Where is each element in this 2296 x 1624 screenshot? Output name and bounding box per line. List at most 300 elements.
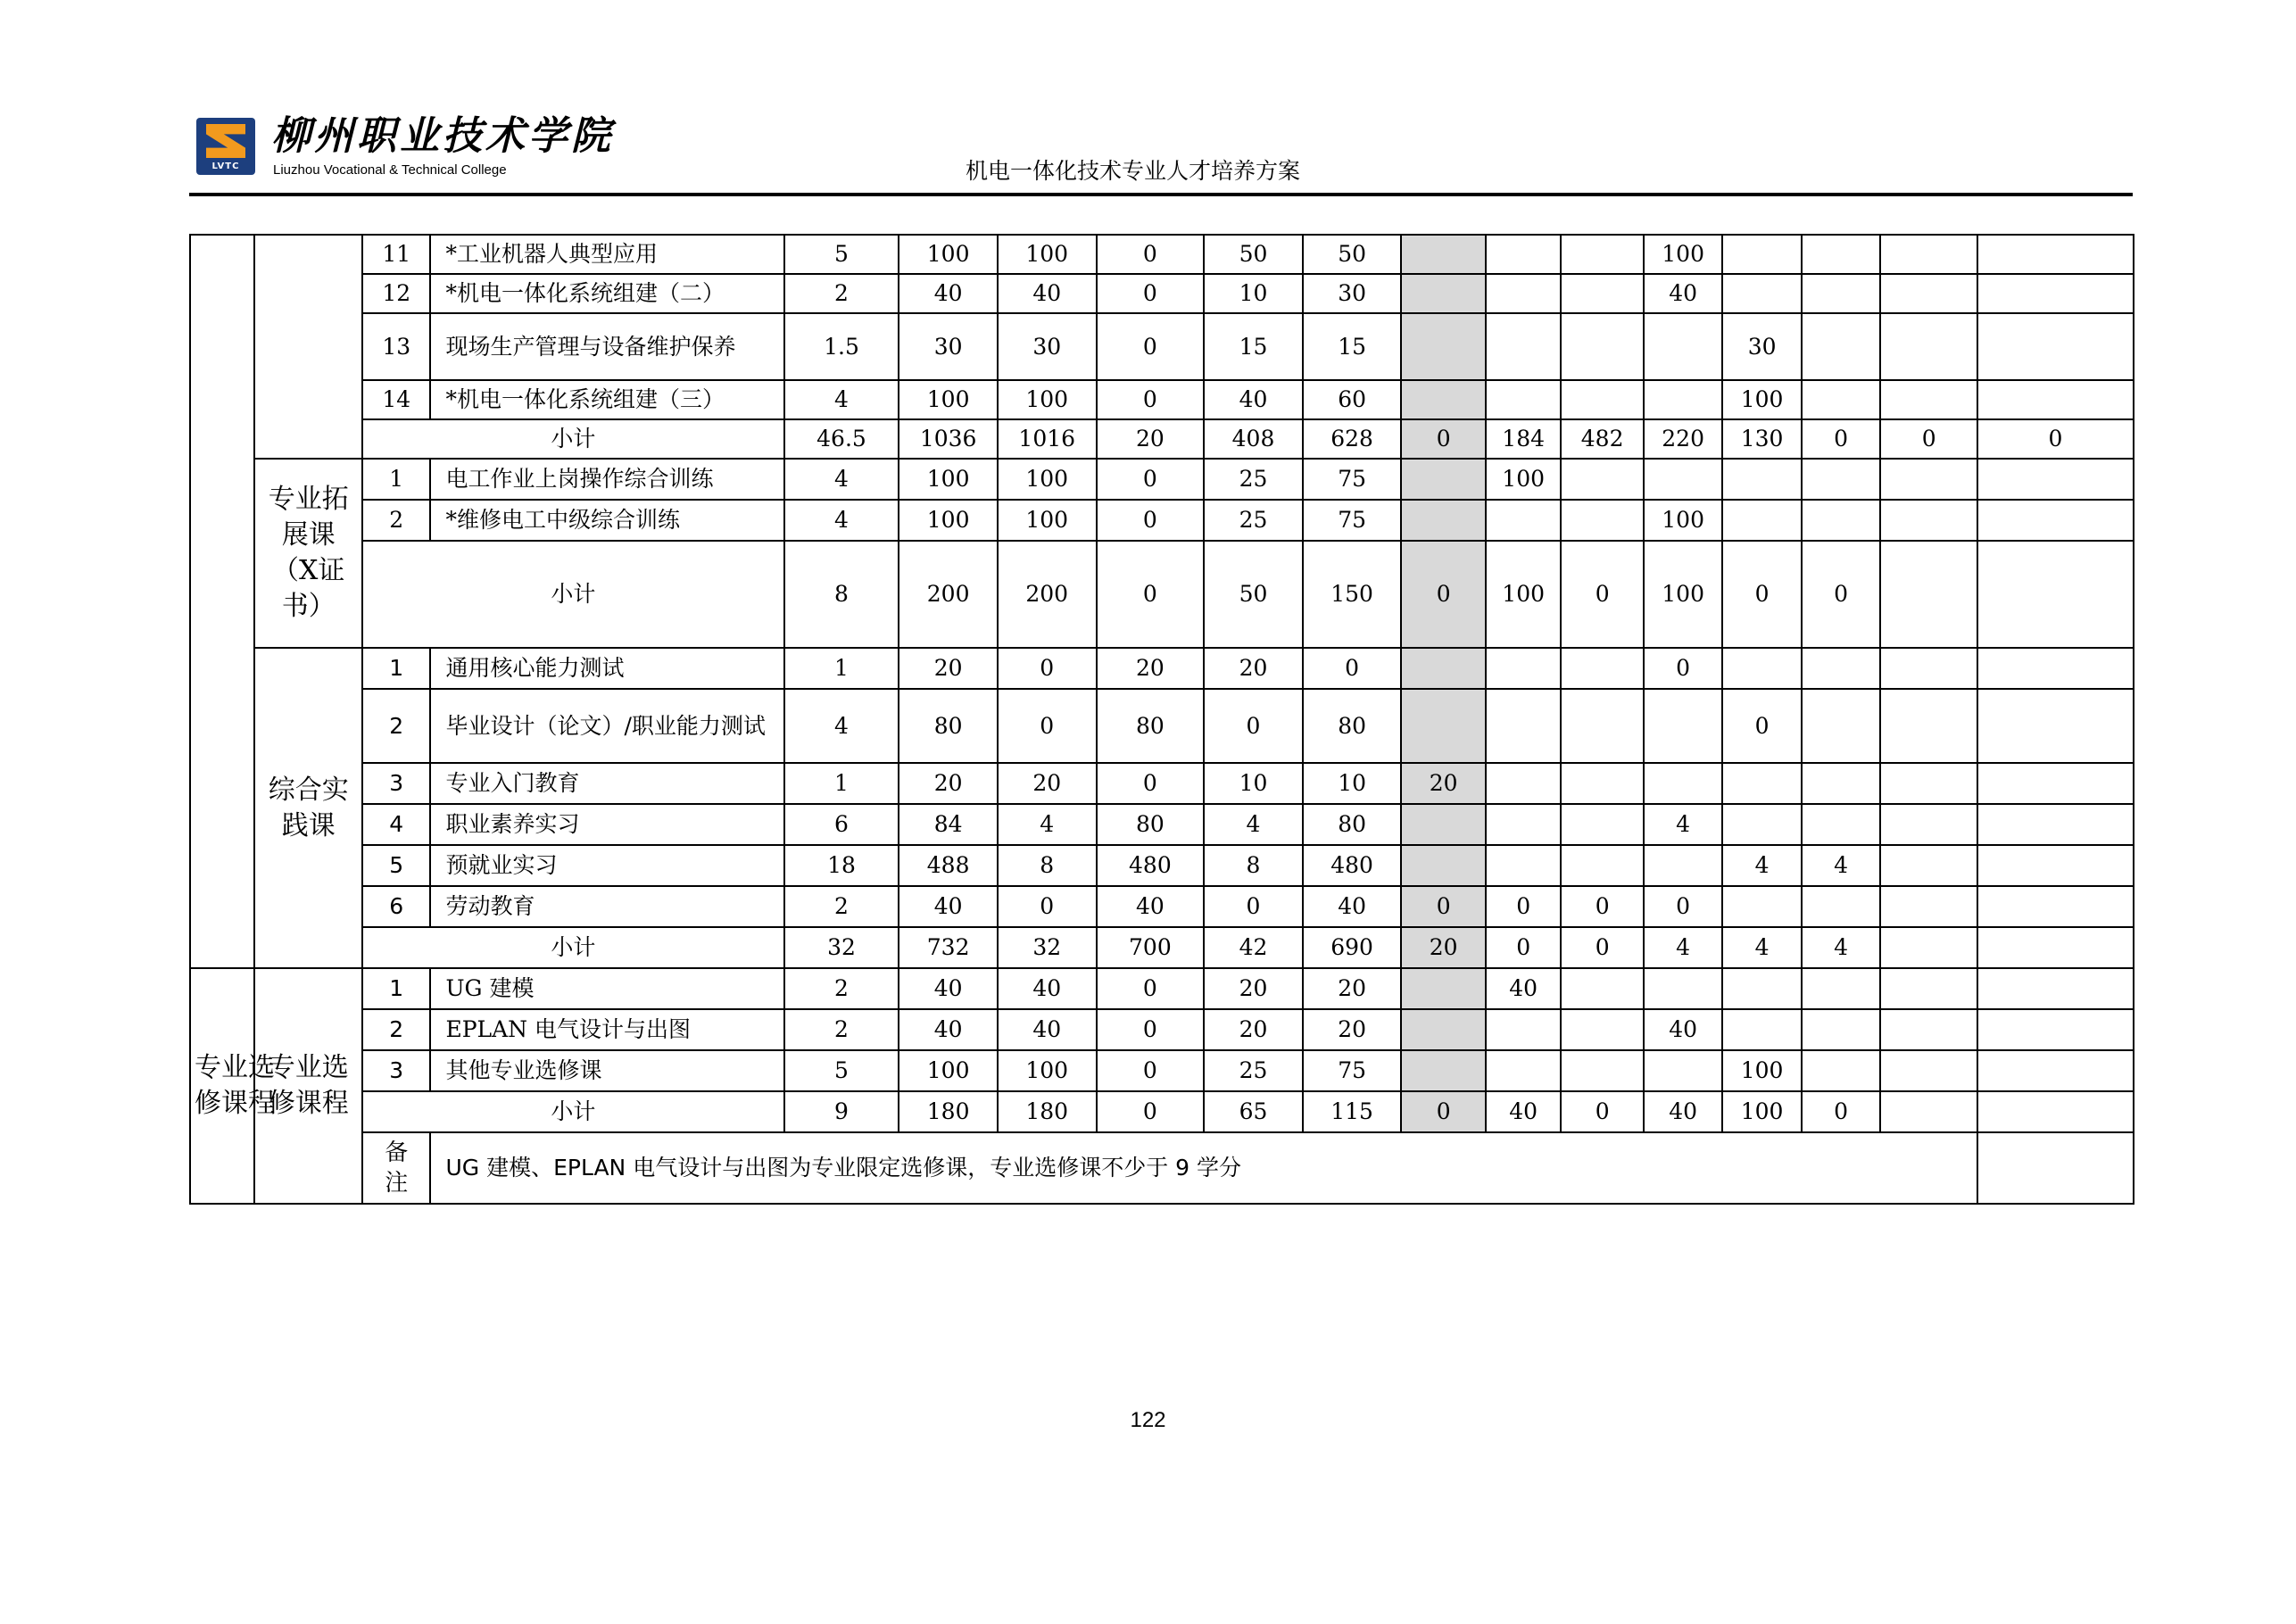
cell-s2: [1486, 1009, 1561, 1050]
course-number: 1: [362, 648, 430, 689]
cell-credits: 9: [784, 1091, 899, 1132]
cell-s5: [1722, 235, 1801, 274]
subtotal-label: 小计: [362, 1091, 784, 1132]
course-name: *机电一体化系统组建（二）: [430, 274, 783, 313]
cell-s6: 4: [1802, 927, 1880, 968]
cell-s5: [1722, 1009, 1801, 1050]
cell-s4: [1644, 968, 1722, 1009]
course-row: [190, 274, 2134, 313]
cell-s3: [1561, 648, 1644, 689]
elective-group-category-label: 专业选修课程: [195, 1052, 275, 1119]
cell-s1: [1401, 459, 1486, 500]
cell-a: 25: [1204, 500, 1303, 541]
cell-b: 20: [1303, 1009, 1402, 1050]
cell-credits: 8: [784, 541, 899, 648]
cell-theory: 100: [998, 459, 1097, 500]
cell-s6: [1802, 763, 1880, 804]
cell-b: 628: [1303, 419, 1402, 459]
cell-s7: [1880, 235, 1977, 274]
cell-b: 150: [1303, 541, 1402, 648]
cell-a: 15: [1204, 313, 1303, 380]
cell-practice: 0: [1097, 459, 1205, 500]
cell-s5: 100: [1722, 1050, 1801, 1091]
course-row: [190, 1009, 2134, 1050]
subtotal-label: 小计: [362, 419, 784, 459]
cell-s2: 100: [1486, 541, 1561, 648]
cell-s7: [1880, 1009, 1977, 1050]
cell-s6: 0: [1802, 541, 1880, 648]
cell-s6: 4: [1802, 845, 1880, 886]
cell-practice: 20: [1097, 419, 1205, 459]
cell-credits: 6: [784, 804, 899, 845]
cell-s4: [1644, 763, 1722, 804]
cell-s6: [1802, 459, 1880, 500]
cell-s5: [1722, 804, 1801, 845]
course-name: 其他专业选修课: [430, 1050, 783, 1091]
cell-s3: [1561, 235, 1644, 274]
cell-s7: [1880, 274, 1977, 313]
cell-theory: 4: [998, 804, 1097, 845]
course-name: 电工作业上岗操作综合训练: [430, 459, 783, 500]
course-row: [190, 689, 2134, 763]
course-number: 3: [362, 1050, 430, 1091]
cell-s4: [1644, 459, 1722, 500]
cell-s4: [1644, 845, 1722, 886]
cell-s4: [1644, 380, 1722, 419]
cell-practice: 0: [1097, 968, 1205, 1009]
cell-practice: 0: [1097, 274, 1205, 313]
cell-s7: [1880, 313, 1977, 380]
cell-s7: [1880, 1050, 1977, 1091]
cell-s8: [1977, 1091, 2134, 1132]
cell-s5: [1722, 648, 1801, 689]
cell-b: 10: [1303, 763, 1402, 804]
cell-theory: 0: [998, 689, 1097, 763]
cell-theory: 1016: [998, 419, 1097, 459]
cell-s4: 40: [1644, 274, 1722, 313]
cell-s8: [1977, 500, 2134, 541]
cell-a: 42: [1204, 927, 1303, 968]
cell-s3: [1561, 380, 1644, 419]
cell-total: 200: [899, 541, 998, 648]
cell-s7: [1880, 689, 1977, 763]
cell-s1: [1401, 274, 1486, 313]
cell-total: 488: [899, 845, 998, 886]
cell-s4: 100: [1644, 541, 1722, 648]
course-name: 现场生产管理与设备维护保养: [430, 313, 783, 380]
cell-practice: 80: [1097, 804, 1205, 845]
cell-theory: 180: [998, 1091, 1097, 1132]
cell-s6: [1802, 380, 1880, 419]
cell-s6: [1802, 689, 1880, 763]
course-name: *工业机器人典型应用: [430, 235, 783, 274]
cell-credits: 2: [784, 274, 899, 313]
cell-b: 15: [1303, 313, 1402, 380]
cell-s2: [1486, 235, 1561, 274]
document-title: 机电一体化技术专业人才培养方案: [966, 158, 1301, 184]
cell-s2: [1486, 274, 1561, 313]
extension-course-category-label: 专业拓展课（X证书）: [268, 484, 349, 622]
cell-s8: [1977, 886, 2134, 927]
cell-a: 10: [1204, 763, 1303, 804]
cell-s1: 0: [1401, 419, 1486, 459]
cell-a: 50: [1204, 541, 1303, 648]
course-name: 通用核心能力测试: [430, 648, 783, 689]
cell-s5: [1722, 500, 1801, 541]
cell-b: 0: [1303, 648, 1402, 689]
cell-a: 4: [1204, 804, 1303, 845]
cell-s6: [1802, 886, 1880, 927]
cell-total: 40: [899, 968, 998, 1009]
cell-s4: 4: [1644, 927, 1722, 968]
cell-a: 0: [1204, 886, 1303, 927]
cell-s8: [1977, 380, 2134, 419]
course-row: [190, 804, 2134, 845]
course-number: 4: [362, 804, 430, 845]
course-name: 职业素养实习: [430, 804, 783, 845]
course-name: 专业入门教育: [430, 763, 783, 804]
cell-total: 30: [899, 313, 998, 380]
cell-s8: [1977, 459, 2134, 500]
cell-practice: 20: [1097, 648, 1205, 689]
remark-label-cell: [362, 1132, 430, 1204]
cell-s6: [1802, 968, 1880, 1009]
cell-b: 115: [1303, 1091, 1402, 1132]
cell-total: 100: [899, 500, 998, 541]
cell-s1: [1401, 804, 1486, 845]
extension-course-category: [254, 459, 362, 648]
course-number: 1: [362, 968, 430, 1009]
cell-b: 75: [1303, 1050, 1402, 1091]
cell-s1: [1401, 1009, 1486, 1050]
cell-s1: [1401, 235, 1486, 274]
cell-s2: 40: [1486, 1091, 1561, 1132]
cell-theory: 40: [998, 968, 1097, 1009]
cell-theory: 30: [998, 313, 1097, 380]
cell-s8: [1977, 235, 2134, 274]
cell-s3: [1561, 500, 1644, 541]
cell-b: 80: [1303, 804, 1402, 845]
page-number: 122: [1130, 1408, 1166, 1432]
course-name: *机电一体化系统组建（三）: [430, 380, 783, 419]
cell-s4: 100: [1644, 235, 1722, 274]
cell-s3: [1561, 1050, 1644, 1091]
cell-s3: [1561, 1009, 1644, 1050]
cell-s8: [1977, 845, 2134, 886]
cell-s4: 0: [1644, 648, 1722, 689]
cell-s5: 4: [1722, 845, 1801, 886]
cell-a: 10: [1204, 274, 1303, 313]
cell-s1: 20: [1401, 763, 1486, 804]
cell-s8: [1977, 1009, 2134, 1050]
cell-theory: 100: [998, 500, 1097, 541]
elective-course-category: [254, 968, 362, 1204]
cell-s2: [1486, 804, 1561, 845]
remark-text: UG 建模、EPLAN 电气设计与出图为专业限定选修课，专业选修课不少于 9 学分: [430, 1132, 1977, 1204]
cell-total: 40: [899, 274, 998, 313]
cell-s8: [1977, 541, 2134, 648]
cell-credits: 32: [784, 927, 899, 968]
cell-practice: 0: [1097, 763, 1205, 804]
cell-s5: [1722, 886, 1801, 927]
course-row: [190, 886, 2134, 927]
cell-s3: [1561, 313, 1644, 380]
cell-practice: 40: [1097, 886, 1205, 927]
cell-credits: 2: [784, 1009, 899, 1050]
cell-s5: [1722, 459, 1801, 500]
cell-s5: 130: [1722, 419, 1801, 459]
cell-a: 20: [1204, 968, 1303, 1009]
cell-credits: 1.5: [784, 313, 899, 380]
cell-s2: [1486, 500, 1561, 541]
course-table: [189, 234, 2134, 1205]
cell-total: 40: [899, 886, 998, 927]
cell-total: 80: [899, 689, 998, 763]
cell-s4: [1644, 689, 1722, 763]
course-name: 毕业设计（论文）/职业能力测试: [430, 689, 783, 763]
cell-s3: 0: [1561, 886, 1644, 927]
cell-total: 100: [899, 380, 998, 419]
course-number: 5: [362, 845, 430, 886]
cell-s4: 220: [1644, 419, 1722, 459]
cell-s1: [1401, 845, 1486, 886]
logo-abbreviation: LVTC: [211, 162, 240, 171]
cell-s5: 100: [1722, 1091, 1801, 1132]
cell-total: 100: [899, 235, 998, 274]
cell-s1: 0: [1401, 541, 1486, 648]
course-number: 2: [362, 1009, 430, 1050]
cell-total: 40: [899, 1009, 998, 1050]
cell-s6: [1802, 274, 1880, 313]
cell-s7: [1880, 845, 1977, 886]
cell-s5: 4: [1722, 927, 1801, 968]
cell-practice: 0: [1097, 1009, 1205, 1050]
cell-s8: [1977, 689, 2134, 763]
cell-s6: [1802, 804, 1880, 845]
cell-s1: [1401, 313, 1486, 380]
cell-practice: 0: [1097, 541, 1205, 648]
cell-s2: [1486, 380, 1561, 419]
cell-s2: [1486, 845, 1561, 886]
cell-s1: 20: [1401, 927, 1486, 968]
cell-s6: [1802, 500, 1880, 541]
cell-a: 20: [1204, 648, 1303, 689]
cell-credits: 1: [784, 763, 899, 804]
course-row: [190, 313, 2134, 380]
subtotal-row: [190, 1091, 2134, 1132]
cell-practice: 0: [1097, 500, 1205, 541]
cell-s1: [1401, 500, 1486, 541]
course-row: [190, 500, 2134, 541]
cell-s7: [1880, 380, 1977, 419]
cell-practice: 0: [1097, 235, 1205, 274]
course-number: 14: [362, 380, 430, 419]
cell-s1: [1401, 689, 1486, 763]
cell-theory: 8: [998, 845, 1097, 886]
cell-theory: 0: [998, 886, 1097, 927]
cell-s6: [1802, 1009, 1880, 1050]
cell-s7: 0: [1880, 419, 1977, 459]
cell-total: 732: [899, 927, 998, 968]
cell-s2: [1486, 313, 1561, 380]
cell-credits: 5: [784, 1050, 899, 1091]
course-row: [190, 763, 2134, 804]
cell-a: 40: [1204, 380, 1303, 419]
cell-total: 20: [899, 763, 998, 804]
cell-total: 100: [899, 459, 998, 500]
cell-b: 75: [1303, 459, 1402, 500]
cell-s1: 0: [1401, 886, 1486, 927]
cell-theory: 20: [998, 763, 1097, 804]
cell-b: 40: [1303, 886, 1402, 927]
cell-credits: 5: [784, 235, 899, 274]
course-row: [190, 235, 2134, 274]
cell-s7: [1880, 648, 1977, 689]
cell-practice: 700: [1097, 927, 1205, 968]
cell-s8: [1977, 968, 2134, 1009]
cell-s5: 30: [1722, 313, 1801, 380]
cell-s2: 40: [1486, 968, 1561, 1009]
cell-s2: 100: [1486, 459, 1561, 500]
cell-a: 65: [1204, 1091, 1303, 1132]
cell-s3: 0: [1561, 1091, 1644, 1132]
cell-practice: 0: [1097, 1091, 1205, 1132]
cell-credits: 4: [784, 500, 899, 541]
cell-s8: 0: [1977, 419, 2134, 459]
course-number: 2: [362, 689, 430, 763]
cell-s5: 100: [1722, 380, 1801, 419]
course-row: [190, 1050, 2134, 1091]
cell-credits: 18: [784, 845, 899, 886]
cell-s1: [1401, 648, 1486, 689]
cell-s5: [1722, 968, 1801, 1009]
cell-theory: 200: [998, 541, 1097, 648]
cell-s3: [1561, 689, 1644, 763]
cell-s8: [1977, 1050, 2134, 1091]
remark-label: 备注: [385, 1139, 409, 1197]
elective-group-category: [190, 968, 275, 1204]
cell-credits: 4: [784, 459, 899, 500]
cell-s7: [1880, 804, 1977, 845]
cell-s8: [1977, 648, 2134, 689]
course-row: [190, 845, 2134, 886]
cell-s6: [1802, 1050, 1880, 1091]
course-number: 12: [362, 274, 430, 313]
cell-practice: 480: [1097, 845, 1205, 886]
cell-s2: 184: [1486, 419, 1561, 459]
course-name: 预就业实习: [430, 845, 783, 886]
cell-credits: 4: [784, 689, 899, 763]
cell-b: 80: [1303, 689, 1402, 763]
cell-practice: 0: [1097, 380, 1205, 419]
cell-s8: [1977, 274, 2134, 313]
cell-s3: [1561, 274, 1644, 313]
subtotal-row: [190, 927, 2134, 968]
cell-theory: 40: [998, 274, 1097, 313]
cell-s7: [1880, 886, 1977, 927]
cell-s4: 4: [1644, 804, 1722, 845]
cell-b: 30: [1303, 274, 1402, 313]
cell-s4: 100: [1644, 500, 1722, 541]
cell-theory: 100: [998, 1050, 1097, 1091]
course-row: [190, 459, 2134, 500]
subtotal-row: [190, 419, 2134, 459]
cell-s3: 482: [1561, 419, 1644, 459]
cell-theory: 40: [998, 1009, 1097, 1050]
cell-b: 75: [1303, 500, 1402, 541]
cell-total: 100: [899, 1050, 998, 1091]
course-row: [190, 648, 2134, 689]
practice-course-category: [254, 648, 362, 968]
practice-course-category-label: 综合实践课: [268, 774, 349, 841]
cell-s5: [1722, 763, 1801, 804]
cell-s7: [1880, 500, 1977, 541]
cell-s4: 0: [1644, 886, 1722, 927]
cell-s3: [1561, 845, 1644, 886]
cell-s6: 0: [1802, 419, 1880, 459]
cell-s3: [1561, 804, 1644, 845]
cell-s7: [1880, 927, 1977, 968]
cell-s1: [1401, 1050, 1486, 1091]
cell-s7: [1880, 1091, 1977, 1132]
cell-b: 20: [1303, 968, 1402, 1009]
cell-s5: 0: [1722, 689, 1801, 763]
cell-s4: 40: [1644, 1009, 1722, 1050]
cell-total: 84: [899, 804, 998, 845]
logo-mark-icon: [206, 124, 245, 158]
course-name: *维修电工中级综合训练: [430, 500, 783, 541]
cell-a: 25: [1204, 1050, 1303, 1091]
cell-b: 60: [1303, 380, 1402, 419]
cell-s7: [1880, 541, 1977, 648]
subcategory-cell-continued: [254, 235, 362, 459]
cell-s2: 0: [1486, 886, 1561, 927]
cell-total: 20: [899, 648, 998, 689]
course-name: UG 建模: [430, 968, 783, 1009]
course-number: 3: [362, 763, 430, 804]
cell-s2: [1486, 689, 1561, 763]
cell-credits: 1: [784, 648, 899, 689]
cell-a: 408: [1204, 419, 1303, 459]
cell-a: 8: [1204, 845, 1303, 886]
cell-s3: 0: [1561, 927, 1644, 968]
course-number: 1: [362, 459, 430, 500]
course-row: [190, 380, 2134, 419]
course-name: EPLAN 电气设计与出图: [430, 1009, 783, 1050]
cell-theory: 100: [998, 380, 1097, 419]
remark-empty-cell: [1977, 1132, 2134, 1204]
cell-b: 690: [1303, 927, 1402, 968]
cell-credits: 46.5: [784, 419, 899, 459]
college-logo: [196, 118, 255, 175]
cell-s8: [1977, 927, 2134, 968]
cell-s8: [1977, 804, 2134, 845]
cell-theory: 32: [998, 927, 1097, 968]
cell-s6: [1802, 235, 1880, 274]
cell-s1: [1401, 380, 1486, 419]
subtotal-label: 小计: [362, 927, 784, 968]
cell-s5: 0: [1722, 541, 1801, 648]
course-name: 劳动教育: [430, 886, 783, 927]
cell-s3: [1561, 459, 1644, 500]
cell-credits: 2: [784, 968, 899, 1009]
cell-credits: 2: [784, 886, 899, 927]
cell-s2: 0: [1486, 927, 1561, 968]
cell-s7: [1880, 968, 1977, 1009]
course-number: 6: [362, 886, 430, 927]
cell-practice: 0: [1097, 1050, 1205, 1091]
cell-theory: 0: [998, 648, 1097, 689]
